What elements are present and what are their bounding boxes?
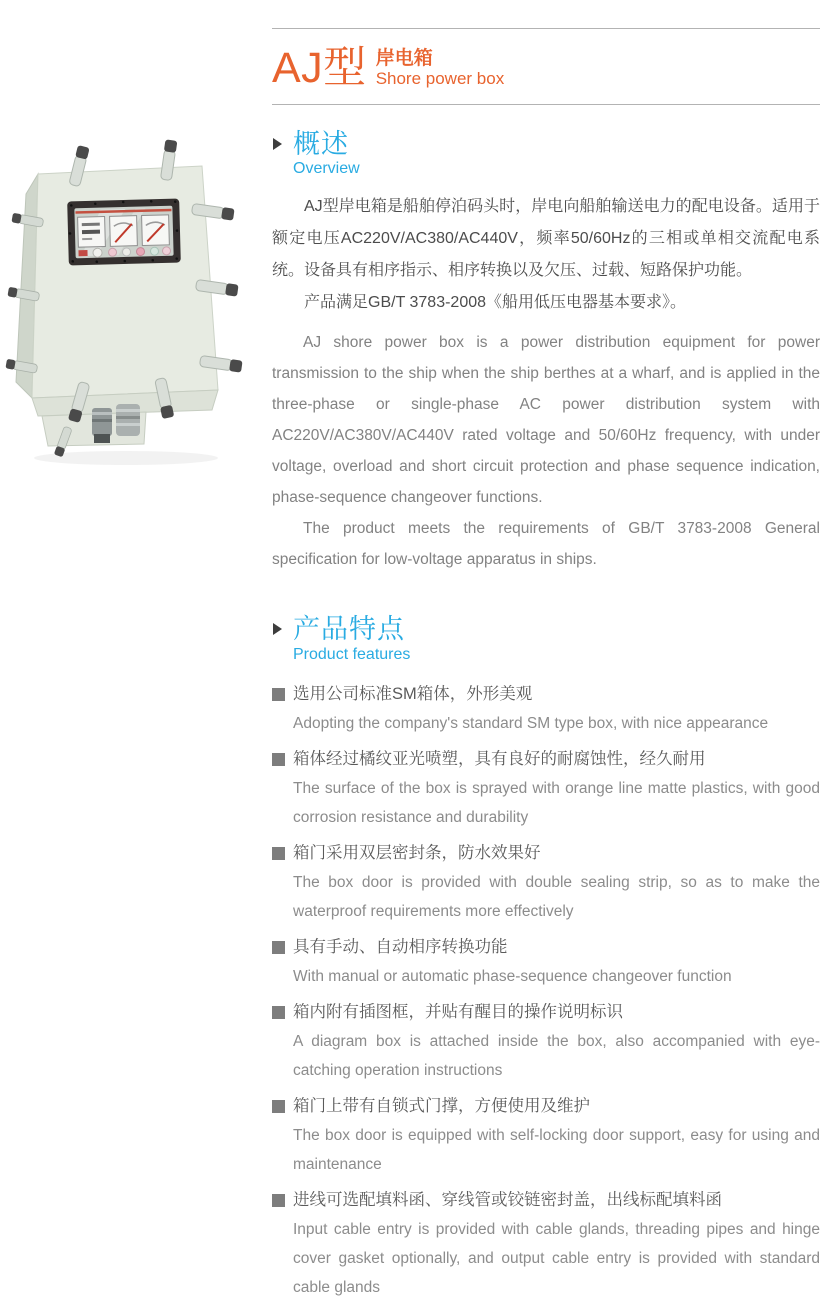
- feature-en: With manual or automatic phase-sequence changeover function: [293, 967, 732, 985]
- square-bullet-icon: [272, 1100, 285, 1113]
- square-bullet-icon: [272, 847, 285, 860]
- product-header: [272, 44, 820, 92]
- feature-item: [272, 745, 820, 832]
- meter-window: [67, 199, 181, 266]
- product-model: AJ型: [272, 44, 367, 92]
- square-bullet-icon: [272, 1006, 285, 1019]
- feature-en: Adopting the company's standard SM type box, with nice appearance: [293, 714, 769, 732]
- meter-3: [142, 215, 170, 246]
- feature-item: [272, 1186, 820, 1302]
- overview-p1-cn: AJ型岸电箱是船舶停泊码头时，岸电向船舶输送电力的配电设备。适用于额定电压AC220V/AC380/AC440V，频率50/60Hz的三相或单相交流配电系统。设备具有相序指示、相序转换以及欠压、过载、短路保护功能。: [272, 198, 820, 280]
- feature-en: The box door is provided with double sealing strip, so as to make the waterproof requirements more effectively: [293, 873, 820, 920]
- product-name-cn: 岸电箱: [375, 48, 433, 70]
- feature-cn: 箱门上带有自锁式门撑，方便使用及维护: [272, 1092, 820, 1121]
- knob-pink-3: [162, 247, 170, 255]
- features-heading: [272, 615, 820, 663]
- knob-white: [122, 248, 130, 256]
- knob-pink-1: [108, 248, 116, 256]
- features-title-en: Product features: [293, 645, 411, 663]
- section-arrow-icon: [273, 623, 282, 635]
- overview-heading: [272, 130, 820, 178]
- feature-item: [272, 933, 820, 991]
- knob-pink-2: [136, 247, 144, 255]
- feature-cn: 箱门采用双层密封条，防水效果好: [272, 839, 820, 868]
- feature-item: [272, 680, 820, 738]
- overview-paragraphs-en: [272, 327, 820, 575]
- square-bullet-icon: [272, 753, 285, 766]
- cable-gland-2: [116, 404, 140, 436]
- feature-item: [272, 998, 820, 1085]
- content-column: [272, 0, 820, 1302]
- feature-en: Input cable entry is provided with cable glands, threading pipes and hinge cover gasket optionally, and output cable entry is provided with standard cable glands: [293, 1220, 820, 1296]
- feature-cn: 进线可选配填料函、穿线管或铰链密封盖，出线标配填料函: [272, 1186, 820, 1215]
- square-bullet-icon: [272, 688, 285, 701]
- feature-en: A diagram box is attached inside the box, also accompanied with eye-catching operation instructions: [293, 1032, 820, 1079]
- button-white: [93, 248, 102, 257]
- cable-gland-1: [92, 408, 112, 443]
- knob-teal: [150, 247, 158, 255]
- overview-p2-cn: 产品满足GB/T 3783-2008《船用低压电器基本要求》。: [304, 294, 687, 312]
- product-photo: [6, 136, 246, 476]
- overview-paragraphs-cn: [272, 191, 820, 319]
- features-title-cn: 产品特点: [293, 614, 405, 645]
- feature-item: [272, 1092, 820, 1179]
- section-features: [272, 615, 820, 1301]
- top-divider: [272, 28, 820, 29]
- shore-power-box-illustration: [6, 136, 246, 476]
- feature-cn: 选用公司标准SM箱体，外形美观: [272, 680, 820, 709]
- square-bullet-icon: [272, 941, 285, 954]
- feature-cn: 箱内附有插图框，并贴有醒目的操作说明标识: [272, 998, 820, 1027]
- feature-item: [272, 839, 820, 926]
- overview-p2-en: The product meets the requirements of GB/T 3783-2008 General specification for low-voltage apparatus in ships.: [272, 520, 820, 569]
- feature-en: The surface of the box is sprayed with orange line matte plastics, with good corrosion resistance and durability: [293, 779, 820, 826]
- section-arrow-icon: [273, 138, 282, 150]
- product-name-en: Shore power box: [375, 69, 505, 89]
- section-overview: [272, 130, 820, 575]
- overview-title-en: Overview: [293, 160, 360, 178]
- meter-2: [110, 216, 138, 247]
- product-subtitle: [376, 49, 505, 88]
- header-divider: [272, 104, 820, 105]
- indicator-red: [78, 250, 87, 256]
- overview-p1-en: AJ shore power box is a power distribution equipment for power transmission to the ship when the ship berthes at a wharf, and is applied in the three-phase or single-phase AC power distribution system with AC220V/AC380V/AC440V rated voltage and 50/60Hz frequency, with under voltage, overload and short circuit protection and phase sequence indication, phase-sequence changeover functions.: [272, 334, 820, 507]
- feature-list: [272, 680, 820, 1302]
- feature-cn: 箱体经过橘纹亚光喷塑，具有良好的耐腐蚀性，经久耐用: [272, 745, 820, 774]
- square-bullet-icon: [272, 1194, 285, 1207]
- overview-title-cn: 概述: [293, 128, 349, 159]
- feature-cn: 具有手动、自动相序转换功能: [272, 933, 820, 962]
- feature-en: The box door is equipped with self-locking door support, easy for using and maintenance: [293, 1126, 820, 1173]
